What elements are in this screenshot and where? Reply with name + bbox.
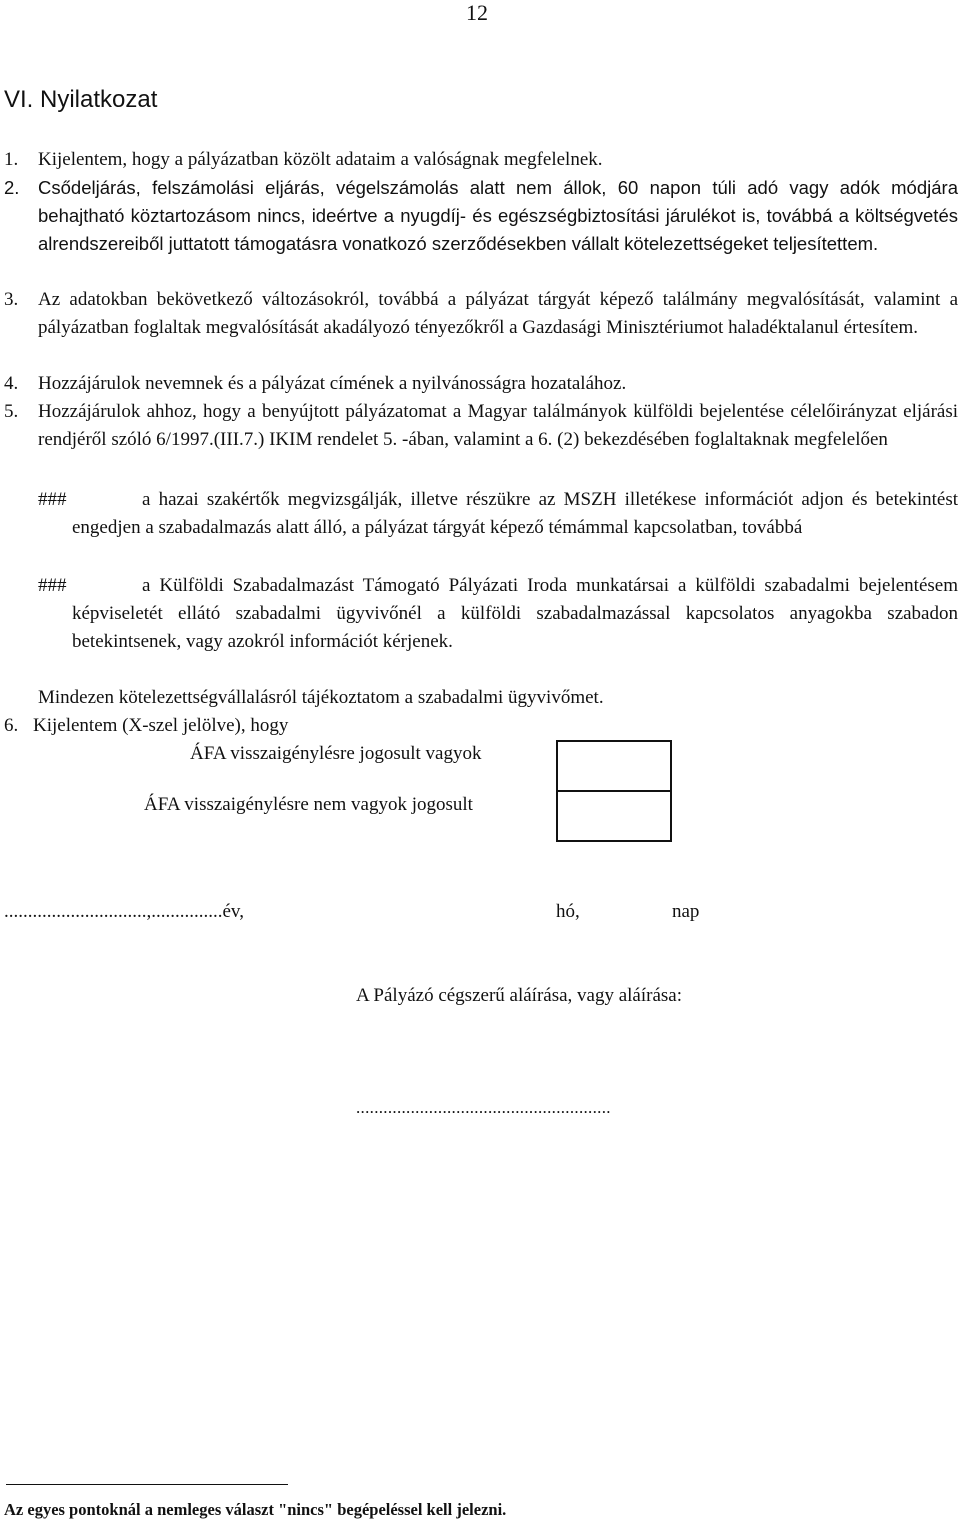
sub-item-bullet: ### <box>38 575 67 596</box>
option-vat-eligible-label: ÁFA visszaigénylésre jogosult vagyok <box>190 743 482 764</box>
declaration-item-3 <box>4 286 958 342</box>
date-line-day: nap <box>672 901 700 922</box>
item-number: 2. <box>4 177 20 198</box>
declaration-item-6 <box>4 712 288 740</box>
signature-field[interactable]: ........................................................ <box>356 1098 611 1117</box>
page-number: 12 <box>466 0 488 25</box>
item-number: 4. <box>4 373 19 394</box>
item-text: Kijelentem, hogy a pályázatban közölt adataim a valóságnak megfelelnek. <box>38 149 603 170</box>
declaration-item-2 <box>4 174 958 258</box>
date-line-prefix: ..............................,...............év, <box>4 901 244 922</box>
item-number: 3. <box>4 289 19 310</box>
item-number: 5. <box>4 401 19 422</box>
declaration-item-4 <box>4 370 958 398</box>
declaration-item-5 <box>4 398 958 454</box>
signature-label: A Pályázó cégszerű aláírása, vagy aláírása: <box>356 985 683 1006</box>
item-number: 1. <box>4 149 19 170</box>
option-vat-not-eligible-label: ÁFA visszaigénylésre nem vagyok jogosult <box>144 794 473 815</box>
item-text: Csődeljárás, felszámolási eljárás, végelszámolás alatt nem állok, 60 napon túli adó vagy adók módjára behajtható köztartozásom nincs, ideértve a nyugdíj- és egészségbiztosítási járulékot is, továbbá a költségvetés alrendszereiből juttatott támogatásra vonatkozó szerződésekben vállalt kötelezettségeket teljesítettem. <box>38 177 958 254</box>
item-text: Az adatokban bekövetkező változásokról, továbbá a pályázat tárgyát képező találmány megvalósítását, valamint a pályázatban foglaltak megvalósítását akadályozó tényezőkről a Gazdasági Minisztériumot haladéktalanul értesítem. <box>38 289 958 338</box>
option-vat-not-eligible-checkbox[interactable] <box>556 790 672 842</box>
item-text: Kijelentem (X-szel jelölve), hogy <box>33 715 289 736</box>
item-number: 6. <box>4 715 19 736</box>
sub-item-2 <box>38 572 958 656</box>
section-heading: VI. Nyilatkozat <box>4 86 158 113</box>
footnote: Az egyes pontoknál a nemleges választ "nincs" begépeléssel kell jelezni. <box>4 1500 507 1519</box>
item-text: Hozzájárulok ahhoz, hogy a benyújtott pályázatomat a Magyar találmányok külföldi bejelentése célelőirányzat eljárási rendjéről szóló 6/1997.(III.7.) IKIM rendelet 5. -ában, valamint a 6. (2) bekezdésében foglaltaknak megfelelően <box>38 401 958 450</box>
date-line-month: hó, <box>556 901 580 922</box>
declaration-item-1 <box>4 146 958 174</box>
closing-line: Mindezen kötelezettségvállalásról tájékoztatom a szabadalmi ügyvivőmet. <box>38 687 604 708</box>
item-text: Hozzájárulok nevemnek és a pályázat címének a nyilvánosságra hozatalához. <box>38 373 627 394</box>
sub-item-bullet: ### <box>38 489 67 510</box>
sub-item-text: a Külföldi Szabadalmazást Támogató Pályázati Iroda munkatársai a külföldi szabadalmi bejelentésem képviseletét ellátó szabadalmi ügyvivőnél a külföldi szabadalmazással kapcsolatos anyagokba szabadon betekintsenek, vagy azokról információt kérjenek. <box>72 575 958 652</box>
option-vat-eligible-checkbox[interactable] <box>556 740 672 792</box>
footnote-separator <box>6 1484 288 1485</box>
sub-item-text: a hazai szakértők megvizsgálják, illetve részükre az MSZH illetékese információt adjon és betekintést engedjen a szabadalmazás alatt álló, a pályázat tárgyát képező témámmal kapcsolatban, továbbá <box>72 489 958 538</box>
sub-item-1 <box>38 486 958 542</box>
